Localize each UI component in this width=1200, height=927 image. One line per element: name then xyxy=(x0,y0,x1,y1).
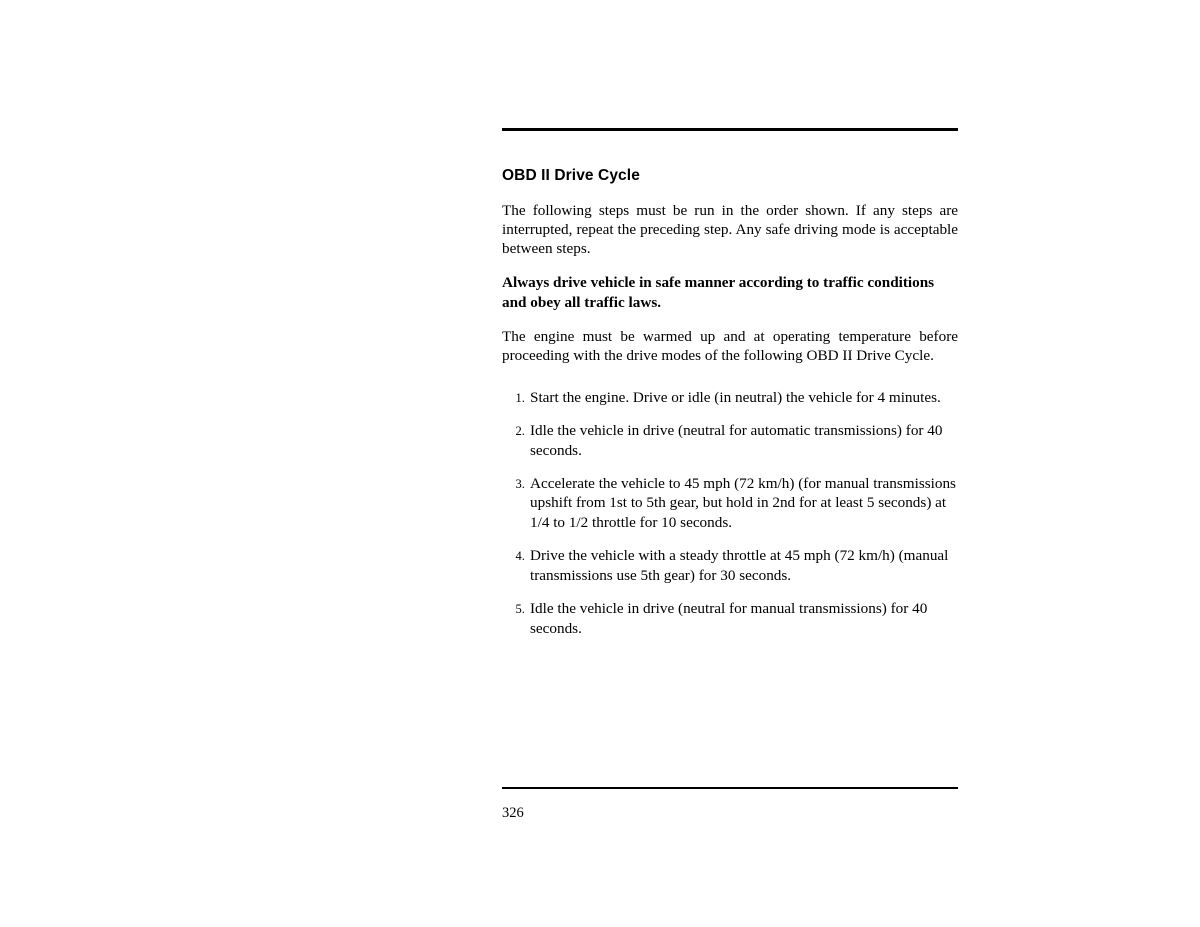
page-number: 326 xyxy=(502,805,524,821)
safety-notice: Always drive vehicle in safe manner according to traffic conditions and obey all traffic laws. xyxy=(502,274,935,311)
list-item: 3. Accelerate the vehicle to 45 mph (72 km/h) (for manual transmissions upshift from 1st to 5th gear, but hold in 2nd for at least 5 seconds) at 1/4 to 1/2 throttle for 10 seconds. xyxy=(528,474,958,532)
page-content xyxy=(502,128,958,652)
list-item: 4. Drive the vehicle with a steady throttle at 45 mph (72 km/h) (manual transmissions use 5th gear) for 30 seconds. xyxy=(528,546,958,585)
warmup-paragraph: The engine must be warmed up and at operating temperature before proceeding with the drive modes of the following OBD II Drive Cycle. xyxy=(502,328,958,365)
page-title: OBD II Drive Cycle xyxy=(502,167,640,184)
list-item: 1. Start the engine. Drive or idle (in neutral) the vehicle for 4 minutes. xyxy=(528,388,958,407)
intro-paragraph: The following steps must be run in the order shown. If any steps are interrupted, repeat the preceding step. Any safe driving mode is acceptable between steps. xyxy=(502,201,958,258)
list-item: 5. Idle the vehicle in drive (neutral for manual transmissions) for 40 seconds. xyxy=(528,599,958,638)
list-item: 2. Idle the vehicle in drive (neutral for automatic transmissions) for 40 seconds. xyxy=(528,421,958,460)
footer-rule xyxy=(502,787,958,789)
header-rule xyxy=(502,128,958,131)
drive-cycle-steps xyxy=(502,388,958,639)
